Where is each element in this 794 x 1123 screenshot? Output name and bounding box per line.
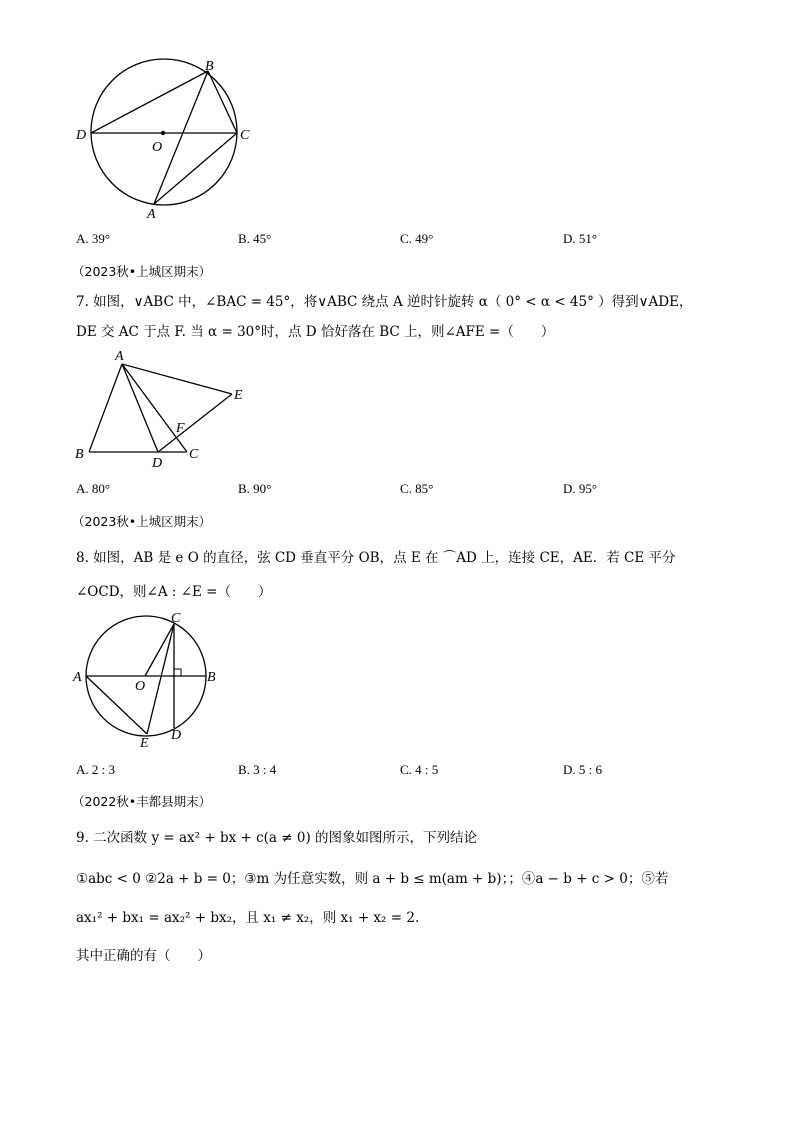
q7-side-ae [122, 364, 232, 394]
q7-label-d: D [152, 456, 163, 471]
q6-label-c: C [240, 128, 250, 143]
q8-stem-line1: 8. 如图，AB 是 e O 的直径，弦 CD 垂直平分 OB，点 E 在 ⌒AD 上，连接 CE，AE．若 CE 平分 [76, 550, 676, 566]
q8-option-c[interactable]: C. 4 : 5 [400, 762, 439, 777]
q8-option-a[interactable]: A. 2 : 3 [76, 762, 115, 777]
q7-label-f: F [176, 421, 185, 436]
q8-label-a: A [73, 670, 82, 685]
q8-right-angle-mark [174, 669, 181, 676]
q8-radius-oc [145, 624, 174, 676]
q7-label-c: C [189, 447, 199, 462]
q8-option-d[interactable]: D. 5 : 6 [563, 762, 602, 777]
q6-label-a: A [147, 207, 156, 222]
q7-stem-line2: DE 交 AC 于点 F. 当 α = 30°时，点 D 恰好落在 BC 上，则∠AFE =（ ） [76, 324, 555, 340]
q6-center-dot [161, 131, 165, 135]
q6-option-d[interactable]: D. 51° [563, 231, 598, 246]
q6-label-o: O [152, 140, 163, 155]
q8-stem-line2: ∠OCD，则∠A : ∠E =（ ） [76, 584, 272, 600]
q8-label-e: E [140, 736, 149, 751]
q8-label-d: D [171, 728, 182, 743]
q6-option-a[interactable]: A. 39° [76, 231, 111, 246]
q7-label-a: A [115, 349, 124, 364]
q6-chord-db [91, 71, 208, 133]
q9-source: （2022秋•丰都县期末） [72, 794, 212, 809]
q7-option-c[interactable]: C. 85° [400, 481, 434, 496]
q6-option-b[interactable]: B. 45° [238, 231, 272, 246]
q7-option-b[interactable]: B. 90° [238, 481, 272, 496]
q7-side-de [158, 394, 232, 452]
q8-source: （2023秋•上城区期末） [72, 514, 212, 529]
q8-label-o: O [135, 679, 146, 694]
q7-stem-line1: 7. 如图，∨ABC 中，∠BAC = 45°，将∨ABC 绕点 A 逆时针旋转 α（ 0° < α < 45° ）得到∨ADE， [76, 294, 693, 310]
q6-label-b: B [205, 59, 214, 74]
q7-source: （2023秋•上城区期末） [72, 264, 212, 279]
q6-chord-ac [154, 133, 237, 204]
q7-label-e: E [234, 388, 243, 403]
q7-side-ad [122, 364, 158, 452]
q9-stem-line2: ①abc < 0 ②2a + b = 0；③m 为任意实数，则 a + b ≤ m(am + b)；；④a − b + c > 0；⑤若 [76, 871, 669, 887]
q6-label-d: D [76, 128, 87, 143]
q7-triangle-figure [70, 346, 260, 472]
q7-side-ab [89, 364, 122, 452]
q9-stem-line4: 其中正确的有（ ） [76, 948, 211, 964]
q7-side-ac [122, 364, 187, 452]
q6-option-c[interactable]: C. 49° [400, 231, 434, 246]
q9-stem-line3: ax₁² + bx₁ = ax₂² + bx₂，且 x₁ ≠ x₂，则 x₁ + x₂ = 2. [76, 910, 420, 926]
q7-option-d[interactable]: D. 95° [563, 481, 598, 496]
q8-label-b: B [207, 670, 216, 685]
q8-option-b[interactable]: B. 3 : 4 [238, 762, 277, 777]
q8-label-c: C [171, 611, 181, 626]
q8-circle-figure [70, 610, 230, 755]
q6-chord-ba [154, 71, 208, 204]
q9-stem-line1: 9. 二次函数 y = ax² + bx + c(a ≠ 0) 的图象如图所示，下列结论 [76, 830, 478, 846]
q7-label-b: B [75, 447, 84, 462]
q6-chord-bc [208, 71, 237, 133]
q7-option-a[interactable]: A. 80° [76, 481, 111, 496]
q6-circle-figure [70, 52, 270, 227]
q8-chord-ce [147, 624, 174, 734]
